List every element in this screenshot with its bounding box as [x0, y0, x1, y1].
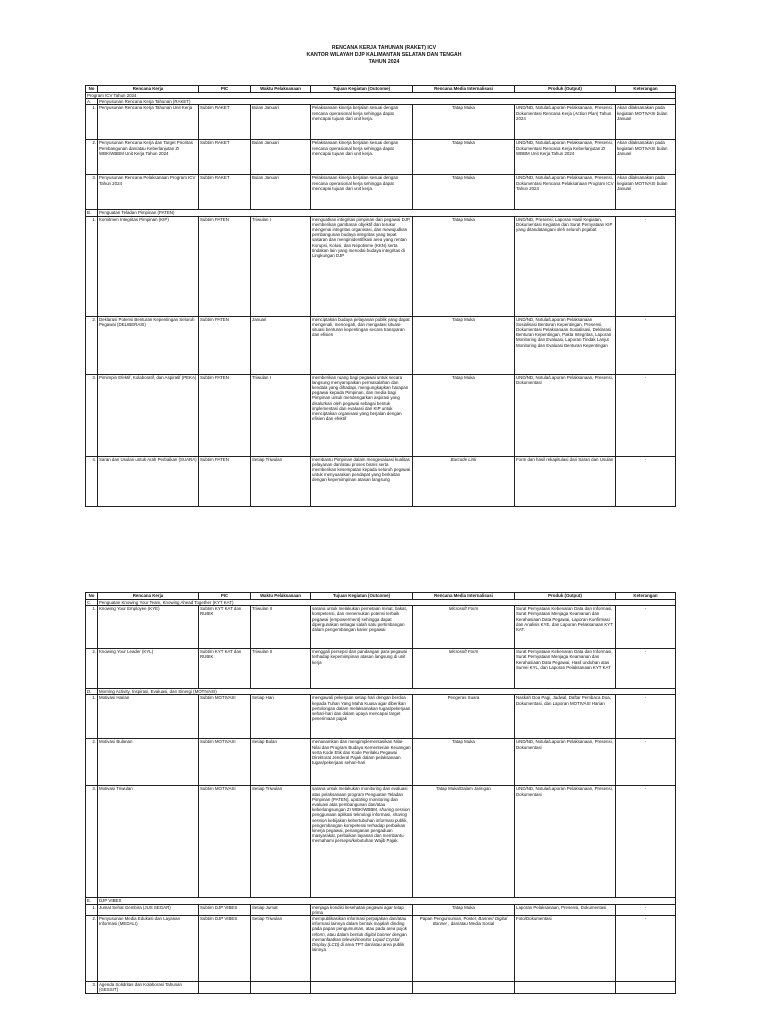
row-produk: Surat Pernyataan Kebenaran Data dan Informasi, Surat Pernyataan Menjaga Keamanan dan Kerahasiaan Data Pegawai, Hasil unduhan atas Survei KYL, dan Laporan Pelaksanaan KYT KAT — [515, 649, 616, 689]
table-row — [86, 649, 676, 689]
media-text: Papan Pengumuman, Poster, — [419, 916, 479, 922]
tujuan-text: penggunaan aplikasi teknologi informasi, — [312, 812, 393, 818]
col-tujuan: Tujuan Kegiatan (Outcome) — [311, 593, 413, 600]
row-produk: Form dan hasil rekapitulasi dari Saran dan Usulan — [515, 456, 616, 506]
row-pic: Subtim KYT KAT dan RUBIK — [199, 649, 251, 689]
row-waktu: Setiap Bulan — [251, 739, 311, 786]
table-row — [86, 786, 676, 898]
row-pic: Subtim PATEN — [199, 456, 251, 506]
tujuan-emphasis: sharing session — [312, 812, 407, 823]
section-letter: A. — [86, 99, 98, 105]
row-ket: - — [616, 695, 676, 739]
row-waktu: Setiap Triwulan — [251, 786, 311, 898]
table-row — [86, 140, 676, 175]
row-no: 3. — [86, 374, 98, 456]
row-rencana: Penyusunan Rencana Pelaksanaan Program ICV Tahun 2024 — [98, 175, 199, 210]
col-waktu: Waktu Pelaksanaan — [251, 593, 311, 600]
row-produk: UND/ND, Notula/Laporan Pelaksanaan Sosialisasi Benturan Kepentingan, Presensi, Dokumentasi Pelaksanaan Sosialisasi, Deklarasi Benturan Kepentingan, Pakta Integritas, Laporan Monitoring dan Evaluasi, Laporan Tindak Lanjut Monitoring dan Evaluasi Benturan Kepentingan — [515, 316, 616, 374]
row-media: Tatap Muka — [413, 105, 515, 140]
row-tujuan: menciptakan budaya pelayanan publik yang dapat mengenali, mencegah, dan mengatasi situasi-situasi benturan kepentingan secara transparan dan efisien — [311, 316, 413, 374]
tujuan-text: monitoring dan evaluasi atas pembangunan dan/atau keberlangsungan ZI WBK/WBBM, — [312, 796, 398, 813]
row-tujuan: mengawali pekerjaan setiap hari dengan berdoa kepada Tuhan Yang Maha Kuasa agar diberikan pertolongan dalam melaksanakan tugas/pekerjaan sehari-hari dan dalam upaya mencapai target penerimaan pajak — [311, 695, 413, 739]
row-no: 2. — [86, 140, 98, 175]
row-produk: UND/ND, Presensi, Laporan Hasil Kegiatan, Dokumentasi Kegiatan dan Surat Pernyataan KIP yang ditandatangani oleh seluruh pejabat — [515, 216, 616, 316]
work-plan-table-page-2 — [85, 592, 676, 994]
section-title: Penguatan Teladan Pimpinan (PATEN) — [98, 210, 676, 216]
row-media: Tatap Muka — [413, 175, 515, 210]
tujuan-text: , atau dalam bentuk — [324, 931, 365, 937]
row-ket: - — [616, 316, 676, 374]
header-line-3: TAHUN 2024 — [368, 59, 400, 65]
tujuan-text: sarana untuk melakukan monitoring dan evaluasi atas pelaksanaan program Penguatan Teladan Pimpinan (PATEN), — [312, 786, 408, 802]
row-rencana: Motivasi Triwulan — [98, 786, 199, 898]
col-produk: Produk (Output) — [515, 86, 616, 93]
row-produk: Surat Pernyataan Kebenaran Data dan Informasi, Surat Pernyataan Menjaga Keamanan dan Kerahasiaan Data Pegawai, Laporan Konfirmasi dan Analisis KYE, dan Laporan Pelaksanaan KYT KAT. — [515, 606, 616, 649]
row-pic: Subtim KYT KAT dan RUBIK — [199, 606, 251, 649]
header-line-2: KANTOR WILAYAH DJP KALIMANTAN SELATAN DAN TENGAH — [306, 52, 462, 58]
row-media — [413, 916, 515, 982]
section-title: Penyusunan Rencana Kerja Tahunan (RAKET) — [98, 99, 676, 105]
table-row — [86, 739, 676, 786]
row-no: 3. — [86, 175, 98, 210]
row-tujuan: Pelaksanaan kinerja berjalan sesuai dengan rencana operasional kerja sehingga dapat mencapai tujuan dari unit kerja. — [311, 105, 413, 140]
row-waktu: Setiap Jumat — [251, 904, 311, 915]
row-ket: Akan dilaksanakan pada kegiatan MOTIVASI bulan Januari — [616, 140, 676, 175]
row-produk: Laporan Pelaksanaan, Presensi, Dokumentasi — [515, 904, 616, 915]
table-row — [86, 456, 676, 506]
media-emphasis: Barcode Link — [450, 456, 477, 462]
row-ket: - — [616, 374, 676, 456]
row-tujuan — [311, 786, 413, 898]
section-title: Penguatan Knowing Your Team, Knowing Ahead Together (KYT KAT) — [98, 600, 676, 606]
tujuan-emphasis: digital banner — [364, 931, 391, 937]
row-ket: Akan dilaksanakan pada kegiatan MOTIVASI bulan Januari — [616, 105, 676, 140]
row-rencana: Pimimpin Efektif, Kolaboratif, dan Aspiratif (PEKA) — [98, 374, 199, 456]
row-pic: Subtim PATEN — [199, 216, 251, 316]
col-ket: Keterangan — [616, 593, 676, 600]
row-media: Tatap Muka — [413, 739, 515, 786]
row-media — [413, 982, 515, 994]
col-rencana: Rencana Kerja — [98, 593, 199, 600]
row-media: Tatap Muka — [413, 216, 515, 316]
row-produk: UND/ND, Notula/Laporan Pelaksanaan, Presensi, Dokumentasi Rencana Kerja Keberlanjutan ZI WBBM Unit Kerja Tahun 2024 — [515, 140, 616, 175]
row-ket: - — [616, 916, 676, 982]
row-tujuan — [311, 916, 413, 982]
row-ket: - — [616, 786, 676, 898]
row-no: 1. — [86, 904, 98, 915]
row-rencana: Agenda Solidritas dan Kolaborasi Tahunan (GESSIT) — [98, 982, 199, 994]
row-produk — [515, 105, 616, 140]
row-ket: - — [616, 904, 676, 915]
row-ket: - — [616, 739, 676, 786]
row-pic: Subtim MOTIVASI — [199, 695, 251, 739]
row-no: 3. — [86, 982, 98, 994]
table-row — [86, 316, 676, 374]
table-row — [86, 606, 676, 649]
row-media — [413, 456, 515, 506]
col-rencana: Rencana Kerja — [98, 86, 199, 93]
row-ket: - — [616, 606, 676, 649]
row-media: Tatap Muka — [413, 374, 515, 456]
row-produk: UND/ND, Notula/Laporan Pelaksanaan, Presensi, Dokumentasi — [515, 739, 616, 786]
table-row — [86, 982, 676, 994]
tujuan-emphasis: sharing session — [379, 807, 410, 813]
row-ket: - — [616, 216, 676, 316]
row-waktu: Bulan Januari — [251, 140, 311, 175]
row-produk: Naskah Doa Pagi, Jadwal, Daftar Pembaca Doa, Dokumentasi, dan Laporan MOTIVASI Harian — [515, 695, 616, 739]
header-line-1: RENCANA KERJA TAHUNAN (RAKET) ICV — [331, 45, 437, 51]
row-media: Tatap Muka — [413, 904, 515, 915]
row-tujuan: menguatkan integritas pimpinan dan pegawai DJP, memberikan gambaran objektif dan terukur mengenai integritas organisasi, dan mewujudkan pembangunan budaya integritas yang tepat sasaran dan menginidentifikasi area yang rentan Korupsi, Kolusi, dan Nepotisme (KKN) serta tindakan lain yang menodai budaya integritas di Lingkungan DJP — [311, 216, 413, 316]
row-media: Tatap Muka — [413, 140, 515, 175]
document-header — [0, 45, 768, 66]
col-no: No — [86, 593, 98, 600]
row-rencana: Deklarasi Potensi Benturan Kepentingan Seluruh Pegawai (DELIBERASI) — [98, 316, 199, 374]
row-rencana: Penyusunan Rencana Kerja Tahunan Unit Kerja — [98, 105, 199, 140]
row-pic: Subtim DJP VIBES — [199, 916, 251, 982]
row-produk — [515, 982, 616, 994]
row-tujuan: membantu Pimpinan dalam mengevaluasi kualitas pelayanan dan/atau proses bisnis serta memberikan kesempatan kepada seluruh pegawai untuk menyuarakan pendapat yang berkaitan dengan kepemimpinan atasan langsung — [311, 456, 413, 506]
table-row — [86, 916, 676, 982]
row-pic: Subtim PATEN — [199, 374, 251, 456]
row-ket — [616, 982, 676, 994]
row-rencana: Penyusunan Media Edukasi dan Layanan Informasi (MEDALI) — [98, 916, 199, 982]
tujuan-emphasis: televisi/monitor Liquid Crystal Display (LCD) — [312, 936, 400, 948]
col-tujuan: Tujuan Kegiatan (Outcome) — [311, 86, 413, 93]
produk-text: UND/ND, Notula/Laporan Pelaksanaan, Presensi, Dokumentasi Rencana Kerja ( — [516, 105, 613, 116]
section-letter: C. — [86, 600, 98, 606]
row-waktu: Triwulan II — [251, 649, 311, 689]
media-emphasis: Banner/ Digital Banner — [432, 916, 508, 927]
row-rencana: Penyusunan Rencana Kerja dan Target Prioritas Pembangunan dan/atau Keberlanjutan ZI WBK/WBBM Unit Kerja Tahun 2024 — [98, 140, 199, 175]
row-pic: Subtim DJP VIBES — [199, 904, 251, 915]
col-media: Rencana Media Internalisasi — [413, 593, 515, 600]
col-no: No — [86, 86, 98, 93]
col-produk: Produk (Output) — [515, 593, 616, 600]
table-header-row — [86, 86, 676, 93]
row-waktu: Triwulan I — [251, 374, 311, 456]
section-letter: E. — [86, 898, 98, 904]
produk-emphasis: Action Plan — [574, 110, 597, 116]
row-media: Tatap Muka/Dalam Jaringan — [413, 786, 515, 898]
row-no: 1. — [86, 105, 98, 140]
row-tujuan: memberikan ruang bagi pegawai untuk secara langsung menyampaikan permasalahan dan kendala yang dihadapi, mengungkapkan harapan pegawai kepada Pimpinan, dan media bagi Pimpinan untuk mendengarkan aspirasi yang disalurkan oleh pegawai sebagai bentuk implementasi dan evaluasi dari KIP untuk menciptakan organisasi yang berjalan dengan efisien dan efektif — [311, 374, 413, 456]
row-waktu — [251, 982, 311, 994]
row-produk: UND/ND, Notula/Laporan Pelaksanaan, Presensi, Dokumentasi Rencana Pelaksanaan Program ICV Tahun 2024 — [515, 175, 616, 210]
row-rencana: Saran dan Usulan untuk Arah Perbaikan (SUARA) — [98, 456, 199, 506]
row-produk: UND/ND, Notula/Laporan Pelaksanaan, Presensi, Dokumentasi — [515, 786, 616, 898]
row-ket: Akan dilaksanakan pada kegiatan MOTIVASI bulan Januari — [616, 175, 676, 210]
table-row — [86, 105, 676, 140]
row-rencana: Knowing Your Leader (KYL) — [98, 649, 199, 689]
col-waktu: Waktu Pelaksanaan — [251, 86, 311, 93]
row-pic: Subtim RAKET — [199, 175, 251, 210]
row-no: 2. — [86, 316, 98, 374]
col-ket: Keterangan — [616, 86, 676, 93]
table-row — [86, 216, 676, 316]
row-tujuan: Pelaksanaan kinerja berjalan sesuai dengan rencana operasional kerja sehingga dapat mencapai tujuan dari unit kerja. — [311, 175, 413, 210]
media-text: , dan/atau Media Sosial — [447, 921, 495, 927]
row-no: 1. — [86, 695, 98, 739]
row-pic: Subtim RAKET — [199, 140, 251, 175]
row-waktu: Bulan Januari — [251, 175, 311, 210]
row-tujuan: menjaga kondisi kesehatan pegawai agar tetap prima — [311, 904, 413, 915]
row-media: Tatap Muka — [413, 316, 515, 374]
table-row — [86, 374, 676, 456]
section-title: DJP VIBES — [98, 898, 676, 904]
row-pic — [199, 982, 251, 994]
tujuan-text: di area TPT dan/atau area publik lainnya — [312, 942, 405, 953]
row-no: 2. — [86, 649, 98, 689]
row-pic: Subtim PATEN — [199, 316, 251, 374]
row-pic: Subtim MOTIVASI — [199, 786, 251, 898]
media-emphasis: Microsoft Form — [448, 606, 479, 612]
col-pic: PIC — [199, 593, 251, 600]
row-waktu: Setiap Triwulan — [251, 456, 311, 506]
program-title: Program ICV Tahun 2024 — [86, 93, 676, 99]
table-row — [86, 904, 676, 915]
section-letter: D. — [86, 689, 98, 695]
row-waktu: Setiap Triwulan — [251, 916, 311, 982]
row-tujuan: menanamkan dan mengimplementasikan Nilai-Nilai dan Program Budaya Kementerian Keuangan serta Kode Etik dan Kode Perilaku Pegawai Direktorat Jenderal Pajak dalam pelaksanaan tugas/pekerjaan sehari-hari — [311, 739, 413, 786]
row-no: 1. — [86, 216, 98, 316]
work-plan-table-page-1 — [85, 85, 676, 507]
table-header-row — [86, 593, 676, 600]
row-ket: - — [616, 649, 676, 689]
row-rencana: Motivasi Bulanan — [98, 739, 199, 786]
tujuan-emphasis: updating — [350, 796, 368, 802]
table-row — [86, 695, 676, 739]
row-produk: Foto/Dokumentasi — [515, 916, 616, 982]
row-no: 4. — [86, 456, 98, 506]
row-no: 2. — [86, 739, 98, 786]
section-letter: B. — [86, 210, 98, 216]
tujuan-emphasis: reform — [312, 931, 325, 937]
row-rencana: Motivasi Harian — [98, 695, 199, 739]
row-waktu: Triwulan II — [251, 606, 311, 649]
row-no: 3. — [86, 786, 98, 898]
row-tujuan: sarana untuk melakukan pemetaan minat, bakat, kompetensi, dan menemukan potensi terbaik pegawai (empowerment) sehingga dapat dipergunakan sebagai salah satu pertimbangan dalam pengembangan karier pegawai — [311, 606, 413, 649]
row-rencana: Jumat Sehat Gembira (JUS SEGAR) — [98, 904, 199, 915]
col-media: Rencana Media Internalisasi — [413, 86, 515, 93]
row-waktu: Triwulan I — [251, 216, 311, 316]
row-media — [413, 649, 515, 689]
row-rencana: Knowing Your Employee (KYE) — [98, 606, 199, 649]
row-tujuan: Pelaksanaan kinerja berjalan sesuai dengan rencana operasional kerja sehingga dapat mencapai tujuan dari unit kerja. — [311, 140, 413, 175]
row-pic: Subtim MOTIVASI — [199, 739, 251, 786]
tujuan-text: kebijakan kebertubuhan informasi publik, pengembangan kompetensi terhadap perbaikan kinerja pegawai, penanganan pengaduan masyarakat, perbaikan layanan dan membantu memahami persepsi/kebutuhan Wajib Pajak. — [312, 817, 408, 844]
col-pic: PIC — [199, 86, 251, 93]
section-title: Morning Activity, Inspirasi, Evaluasi, dan Sinergi (MOTIVASI) — [98, 689, 676, 695]
row-pic: Subtim RAKET — [199, 105, 251, 140]
row-produk: UND/ND, Notula/Laporan Pelaksanaan, Presensi, Dokumentasi — [515, 374, 616, 456]
row-media — [413, 606, 515, 649]
row-tujuan — [311, 982, 413, 994]
produk-text: ) Tahun 2024 — [516, 110, 612, 121]
row-waktu: Januari — [251, 316, 311, 374]
row-no: 2. — [86, 916, 98, 982]
row-no: 1. — [86, 606, 98, 649]
row-ket: - — [616, 456, 676, 506]
row-rencana: Komitmen Integritas Pimpinan (KIP) — [98, 216, 199, 316]
table-row — [86, 175, 676, 210]
row-waktu: Setiap Hari — [251, 695, 311, 739]
row-waktu: Bulan Januari — [251, 105, 311, 140]
media-emphasis: Microsoft Form — [448, 649, 479, 655]
tujuan-text: mempublikasikan informasi perpajakan dan/atau informasi lainnya dalam bentuk majalah dinding pada papan pengumuman, atau pada area pojok — [312, 916, 407, 932]
row-media: Pengeras Suara — [413, 695, 515, 739]
row-tujuan: menggali persepsi dan pandangan para pegawai terhadap kepemimpinan atasan langsung di unit kerja — [311, 649, 413, 689]
tujuan-text: dengan memanfaatkan — [312, 931, 407, 942]
